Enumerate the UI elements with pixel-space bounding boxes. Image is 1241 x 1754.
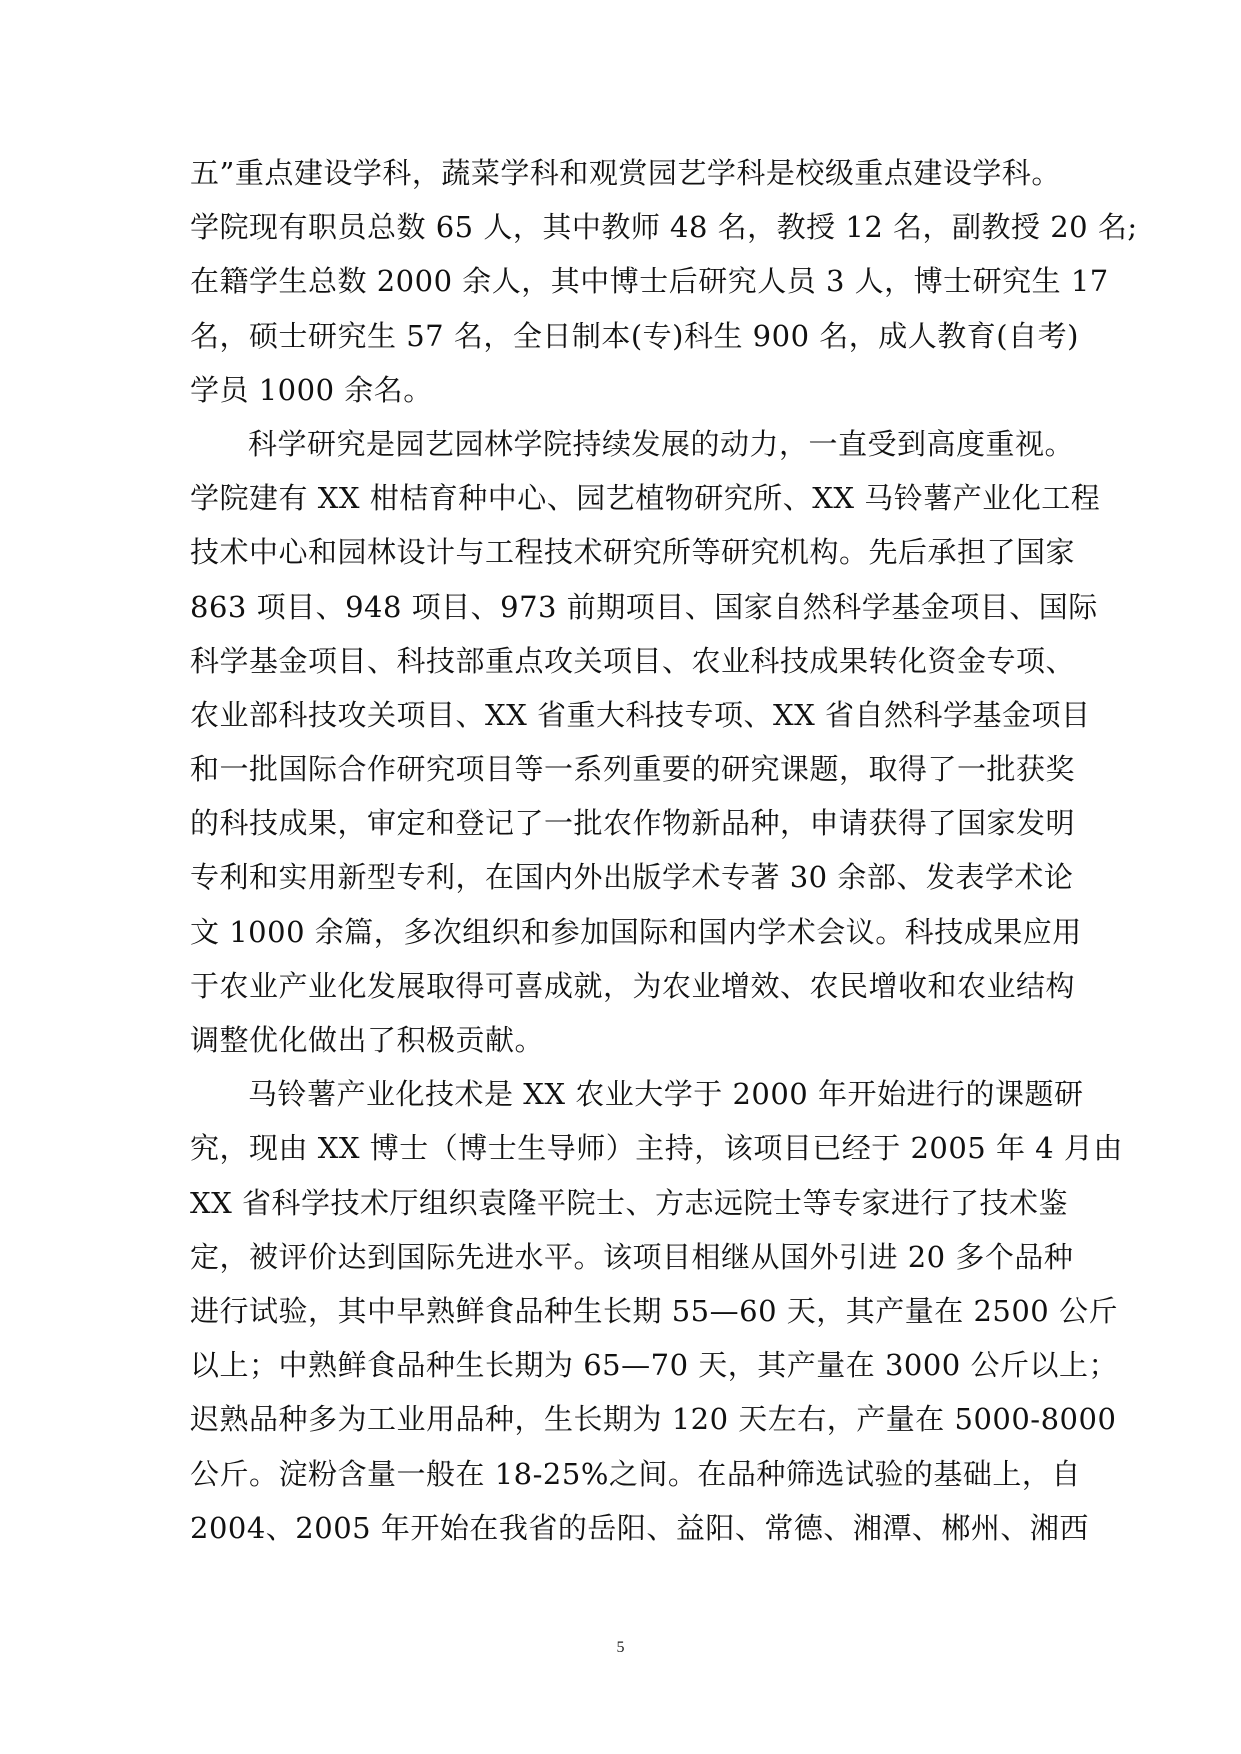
paragraph-first-line: 科学研究是园艺园林学院持续发展的动力，一直受到高度重视。 [248,426,1075,461]
text-line: 定，被评价达到国际先进水平。该项目相继从国外引进 20 多个品种 [190,1239,1074,1274]
text-line: 迟熟品种多为工业用品种，生长期为 120 天左右，产量在 5000-8000 [190,1402,1117,1437]
text-line: 文 1000 余篇，多次组织和参加国际和国内学术会议。科技成果应用 [190,914,1082,949]
text-line: 究，现由 XX 博士（博士生导师）主持，该项目已经于 2005 年 4 月由 [190,1131,1123,1166]
text-line: 863 项目、948 项目、973 前期项目、国家自然科学基金项目、国际 [190,589,1098,624]
text-line: 调整优化做出了积极贡献。 [190,1023,545,1057]
body-text [190,146,1138,1555]
text-line: 于农业产业化发展取得可喜成就，为农业增效、农民增收和农业结构 [190,968,1076,1003]
text-line: 学院建有 XX 柑桔育种中心、园艺植物研究所、XX 马铃薯产业化工程 [190,481,1101,516]
text-line: 以上；中熟鲜食品种生长期为 65—70 天，其产量在 3000 公斤以上； [190,1348,1118,1383]
page-number: 5 [616,1639,625,1656]
text-line: 2004、2005 年开始在我省的岳阳、益阳、常德、湘潭、郴州、湘西 [190,1510,1089,1545]
text-line: 技术中心和园林设计与工程技术研究所等研究机构。先后承担了国家 [190,535,1076,570]
text-line: 名，硕士研究生 57 名，全日制本(专)科生 900 名，成人教育(自考) [190,318,1079,353]
text-line: 学员 1000 余名。 [190,372,433,407]
text-line: 科学基金项目、科技部重点攻关项目、农业科技成果转化资金专项、 [190,643,1076,678]
text-line: 在籍学生总数 2000 余人，其中博士后研究人员 3 人，博士研究生 17 [190,264,1109,299]
text-line: 农业部科技攻关项目、XX 省重大科技专项、XX 省自然科学基金项目 [190,697,1091,732]
text-line: 和一批国际合作研究项目等一系列重要的研究课题，取得了一批获奖 [190,752,1076,787]
text-line: 公斤。淀粉含量一般在 18-25%之间。在品种筛选试验的基础上，自 [190,1456,1081,1491]
text-line: 学院现有职员总数 65 人，其中教师 48 名，教授 12 名，副教授 20 名; [190,210,1138,245]
paragraph-first-line: 马铃薯产业化技术是 XX 农业大学于 2000 年开始进行的课题研 [248,1077,1084,1112]
text-line: XX 省科学技术厅组织袁隆平院士、方志远院士等专家进行了技术鉴 [190,1185,1069,1220]
text-line: 五”重点建设学科，蔬菜学科和观赏园艺学科是校级重点建设学科。 [190,156,1061,190]
text-line: 进行试验，其中早熟鲜食品种生长期 55—60 天，其产量在 2500 公斤 [190,1293,1118,1328]
text-line: 的科技成果，审定和登记了一批农作物新品种，申请获得了国家发明 [190,806,1076,841]
text-line: 专利和实用新型专利，在国内外出版学术专著 30 余部、发表学术论 [190,860,1074,895]
